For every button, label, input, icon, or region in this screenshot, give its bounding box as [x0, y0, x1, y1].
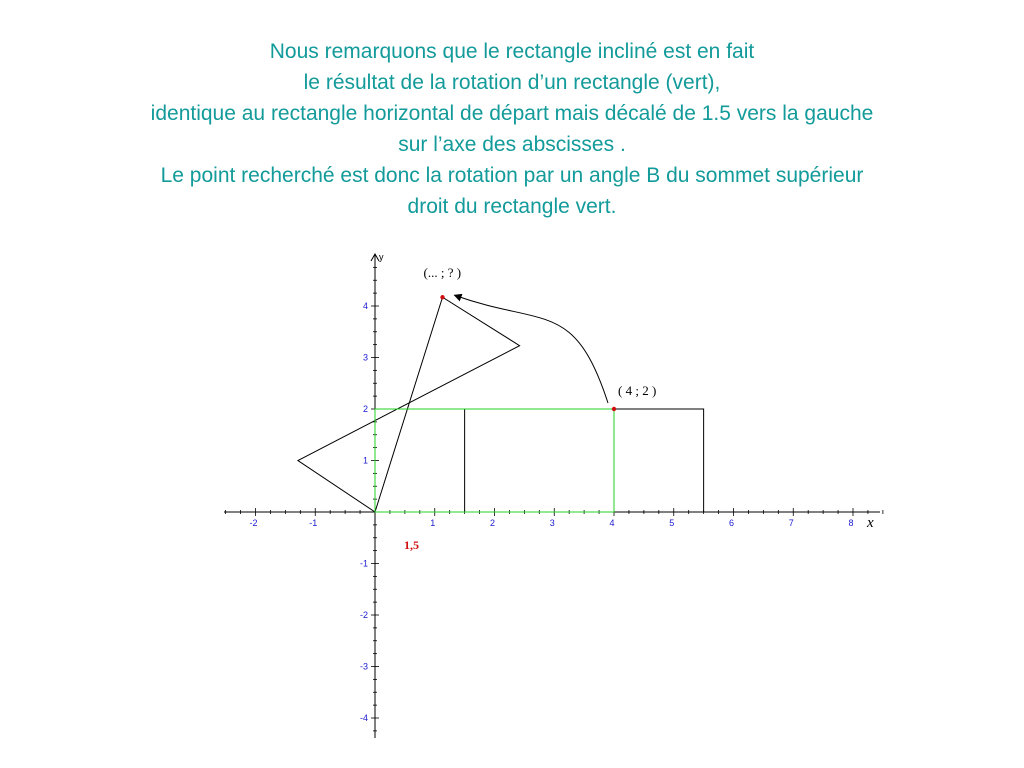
rotation-arrow [455, 295, 608, 403]
x-tick-label: 3 [549, 518, 555, 528]
x-tick-label: 4 [609, 518, 615, 528]
y-tick-label: -4 [359, 713, 368, 723]
x-axis-label: x [867, 515, 874, 531]
point-unknown-label: (... ; ? ) [423, 265, 462, 281]
y-tick-label: -2 [359, 610, 368, 620]
y-axis-label: y [379, 252, 384, 262]
point-known [612, 407, 616, 411]
y-tick-label: -3 [359, 661, 368, 672]
rotated-rectangle [298, 297, 520, 512]
y-tick-label: 4 [362, 301, 368, 311]
x-tick-label: 7 [788, 518, 794, 528]
offset-label: 1,5 [404, 538, 419, 552]
point-unknown [440, 295, 444, 299]
green-rectangle [375, 409, 614, 512]
title-line-2: le résultat de la rotation d’un rectangle (vert), [303, 71, 721, 94]
title-line-1: Nous remarquons que le rectangle incliné est en fait [269, 40, 755, 63]
title-line-3: identique au rectangle horizontal de départ mais décalé de 1.5 vers la gauche [150, 102, 874, 125]
x-tick-label: 8 [848, 518, 854, 528]
title-line-5: Le point recherché est donc la rotation par un angle B du sommet supérieur [160, 164, 864, 187]
y-tick-label: 3 [362, 352, 368, 363]
x-tick-label: 5 [669, 518, 675, 528]
title-line-6: droit du rectangle vert. [407, 195, 617, 218]
y-tick-label: 1 [362, 455, 368, 466]
x-tick-label: 6 [728, 518, 735, 528]
point-known-label: ( 4 ; 2 ) [618, 383, 657, 398]
x-tick-label: 2 [489, 518, 496, 528]
y-tick-label: 2 [362, 404, 368, 414]
title-line-4: sur l’axe des abscisses . [398, 133, 626, 156]
x-tick-label: 1 [430, 518, 436, 528]
x-tick-label: -2 [249, 518, 258, 528]
y-tick-label: -1 [359, 558, 368, 569]
axes [224, 254, 880, 738]
x-tick-label: -1 [309, 518, 318, 528]
shapes [298, 295, 704, 512]
ticks [226, 267, 883, 731]
original-rectangle [465, 409, 704, 512]
